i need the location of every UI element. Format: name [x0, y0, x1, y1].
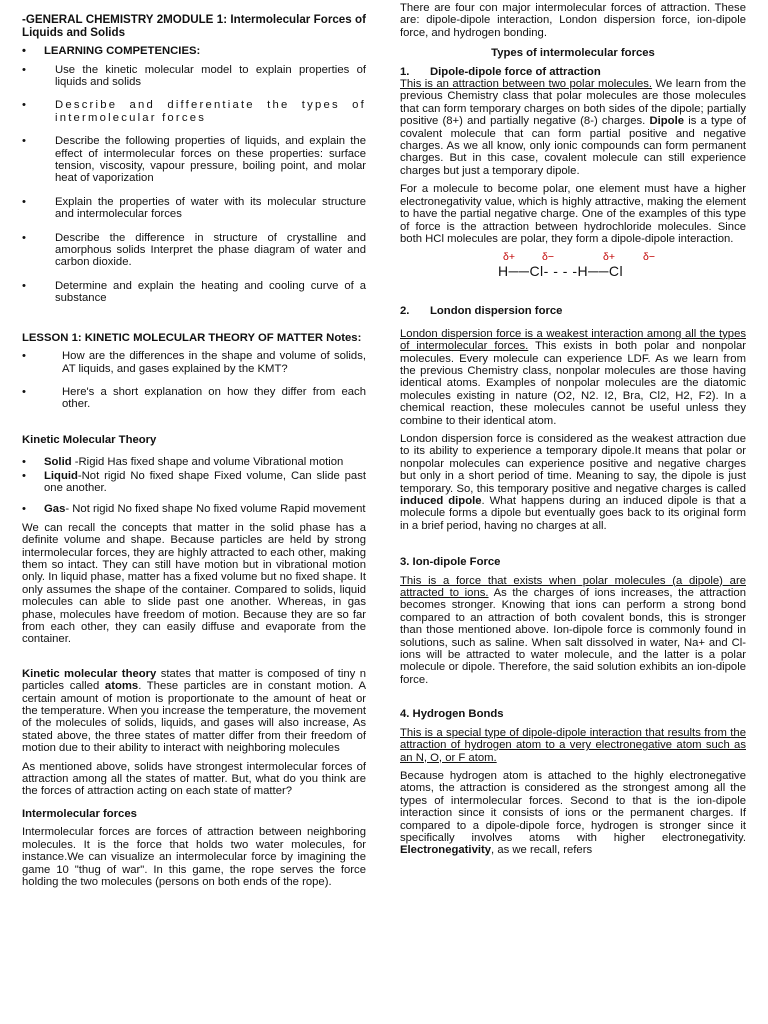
section-heading: 3. Ion-dipole Force: [400, 556, 501, 569]
paragraph: Intermolecular forces are forces of attraction between neighboring molecules. It is the force that holds two water molecules, for instance.We can visualize an intermolecular force by imagining the game 10 "thug of war". In this game, the rope serves the force holding the two molecules (persons on both ends of the rope).: [22, 826, 366, 888]
right-column: [400, 2, 746, 857]
list-item: • How are the differences in the shape and volume of solids, AT liquids, and gases explained by the KMT?: [22, 350, 366, 375]
paragraph: London dispersion force is a weakest interaction among all the types of intermolecular forces. This exists in both polar and nonpolar molecules. Every molecule can experience LDF. As we learn from the previous Chemistry class, nonpolar molecules are those having identical atoms. Examples of nonpolar molecules are the diatomic molecules existing in nature (O2, N2. I2, Bra, Cl2, H2, F2). In a chemical reaction, these molecules cannot be useful unless they combine to their identical atom.: [400, 327, 746, 427]
paragraph: We can recall the concepts that matter in the solid phase has a definite volume and shape. Because particles are held by strong intermolecular forces, they are highly attracted to each other, making them so intact. They can still have motion but in vibrational motion only. In liquid phase, matter has a fixed volume but no fixed shape. It only assumes the shape of the container. Compared to solids, liquid molecules can able to slide past one another. Whereas, in gas phase, molecules have freedom of motion. Because they are so far from each other, they can easily diffuse and evaporate from the container.: [22, 521, 366, 646]
paragraph: Because hydrogen atom is attached to the highly electronegative atoms, the attraction is considered as the strongest among all the types of intermolecular forces. Second to that is the ion-dipole interaction since it consists of ions or the permanent charges. If compared to a dipole-dipole force, hydrogen is stronger since it specifically involves atoms with higher electronegativity. Electronegativity, as we recall, refers: [400, 769, 746, 857]
hcl-dipole-formula: [400, 251, 746, 289]
section-heading: 4. Hydrogen Bonds: [400, 708, 504, 721]
competencies-list: [22, 64, 366, 305]
list-item: • Determine and explain the heating and cooling curve of a substance: [22, 280, 366, 305]
learning-competencies-heading: • LEARNING COMPETENCIES:: [22, 45, 201, 58]
hcl-equation: H──Cl- - - -H──Cl: [498, 263, 624, 280]
left-column: [22, 14, 366, 888]
partial-charge: δ−: [542, 251, 554, 264]
list-item: • Describe and differentiate the types of intermolecular forces: [22, 99, 366, 124]
kmt-heading: Kinetic Molecular Theory: [22, 433, 157, 446]
paragraph: Kinetic molecular theory states that matter is composed of tiny n particles called atoms. These particles are in constant motion. A certain amount of motion is proportionate to the amount of heat or the temperature. When you increase the temperature, the movement of the molecules of solids, liquids, and gases will also increase, As stated above, the three states of matter differ from their freedom of motion due to their ability to interact with neighboring molecules: [22, 667, 367, 755]
notes-list: [22, 350, 366, 411]
types-heading: Types of intermolecular forces: [491, 47, 655, 60]
list-item: • Liquid-Not rigid No fixed shape Fixed volume, Can slide past one another.: [22, 470, 366, 495]
imf-heading: Intermolecular forces: [22, 807, 137, 820]
list-item: • Solid -Rigid Has fixed shape and volume Vibrational motion: [22, 456, 366, 468]
section-heading: 1. Dipole-dipole force of attraction: [400, 65, 601, 78]
module-title: -GENERAL CHEMISTRY 2MODULE 1: Intermolecular Forces of Liquids and Solids: [22, 13, 366, 39]
paragraph: This is an attraction between two polar molecules. We learn from the previous Chemistry class that polar molecules are those molecules that can form temporary charges on both sides of the dipole; partially positive (8+) and partially negative (8-) charges. Dipole is a type of covalent molecule that can form partial positive and negative charges. As we all know, only ionic compounds can form permanent charges. But in this case, covalent molecule can still experience charges but just a temporary dipole.: [400, 78, 746, 177]
section-heading: 2. London dispersion force: [400, 305, 563, 318]
lesson-heading: LESSON 1: KINETIC MOLECULAR THEORY OF MATTER Notes:: [22, 331, 362, 344]
list-item: • Here's a short explanation on how they differ from each other.: [22, 386, 366, 411]
states-list: [22, 456, 366, 516]
paragraph: For a molecule to become polar, one element must have a higher electronegativity value, which is highly attractive, making the element to have the partial negative charge. One of the examples of this type of force is the attraction between hydrochloride molecules. Since both HCl molecules are polar, they form a dipole-dipole interaction.: [400, 183, 746, 245]
partial-charge: δ+: [503, 251, 515, 264]
paragraph: There are four con major intermolecular forces of attraction. These are: dipole-dipole interaction, London dispersion force, ion-dipole force, and hydrogen bonding.: [400, 2, 746, 39]
paragraph: This is a force that exists when polar molecules (a dipole) are attracted to ions. As the charges of ions increases, the attraction becomes stronger. Knowing that ions can perform a strong bond compared to an attraction of both covalent bonds, this is stronger than those mentioned above. Ion-dipole force is commonly found in solutions, such as saline. When salt dissolved in water, Na+ and Cl-ions will be attracted to water molecule, and the latter is a polar molecule or dipole. Therefore, the said solution exhibits an ion-dipole force.: [400, 574, 746, 686]
partial-charge: δ+: [603, 251, 615, 264]
partial-charge: δ−: [643, 251, 655, 264]
list-item: • Describe the following properties of liquids, and explain the effect of intermolecular forces on these properties: surface tension, viscosity, vapour pressure, boiling point, and molar heat of vaporization: [22, 135, 366, 185]
paragraph: London dispersion force is considered as the weakest attraction due to its ability to experience a temporary dipole.It means that polar or nonpolar molecules can experience positive and negative charges but only in a short period of time. Meaning to say, the dipole is just temporary. So, this temporary positive and negative charges is called induced dipole. What happens during an induced dipole is that a molecule forms a dipole but eventually goes back to its original form in a brief period, having no charges at all.: [400, 432, 746, 532]
paragraph: This is a special type of dipole-dipole interaction that results from the attraction of hydrogen atom to a very electronegative atom such as an N, O, or F atom.: [400, 726, 746, 764]
paragraph: As mentioned above, solids have strongest intermolecular forces of attraction among all the states of matter. But, what do you think are the forces of attraction acting on each state of matter?: [22, 760, 366, 798]
list-item: • Explain the properties of water with its molecular structure and intermolecular forces: [22, 196, 366, 221]
list-item: • Use the kinetic molecular model to explain properties of liquids and solids: [22, 64, 366, 89]
list-item: • Describe the difference in structure of crystalline and amorphous solids Interpret the phase diagram of water and carbon dioxide.: [22, 232, 366, 269]
list-item: • Gas- Not rigid No fixed shape No fixed volume Rapid movement: [22, 503, 366, 515]
